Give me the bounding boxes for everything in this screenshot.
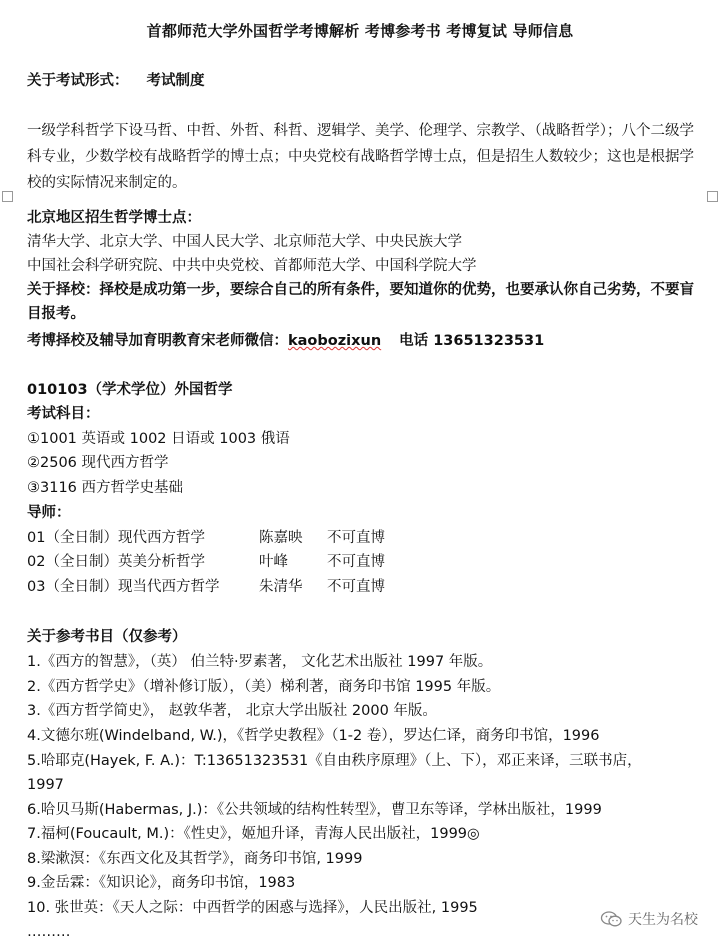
- right-margin-marker: [707, 191, 718, 202]
- advisor-name: 陈嘉映: [259, 530, 303, 546]
- beijing-line-1: 清华大学、北京大学、中国人民大学、北京师范大学、中央民族大学: [27, 234, 462, 250]
- book-item-continued: 1997: [27, 777, 64, 793]
- advisor-note: 不可直博: [327, 530, 385, 546]
- advisor-name: 朱清华: [259, 579, 303, 595]
- advisor-row: [27, 551, 385, 573]
- subject-item: ③3116 西方哲学史基础: [27, 480, 184, 496]
- contact-phone-label: 电话: [399, 333, 429, 349]
- advisor-row: [27, 527, 385, 549]
- school-choice-paragraph: [27, 278, 695, 326]
- book-item: 10. 张世英：《天人之际：中西哲学的困惑与选择》，人民出版社, 1995: [27, 900, 478, 916]
- advisors-label: 导师：: [27, 505, 71, 521]
- exam-form-line: [27, 70, 205, 92]
- book-item: 1.《西方的智慧》，（英） 伯兰特·罗素著， 文化艺术出版社 1997 年版。: [27, 654, 493, 670]
- contact-line: [27, 330, 544, 352]
- advisor-row: [27, 576, 385, 598]
- left-margin-marker: [2, 191, 13, 202]
- page-title: 首都师范大学外国哲学考博解析 考博参考书 考博复试 导师信息: [146, 22, 574, 40]
- advisor-direction: 01（全日制）现代西方哲学: [27, 530, 205, 546]
- advisor-direction: 03（全日制）现当代西方哲学: [27, 579, 220, 595]
- book-item: 2.《西方哲学史》（增补修订版），（美）梯利著，商务印书馆 1995 年版。: [27, 679, 501, 695]
- program-title: 010103（学术学位）外国哲学: [27, 382, 233, 398]
- advisor-name: 叶峰: [259, 554, 288, 570]
- beijing-line-2: 中国社会科学研究院、中共中央党校、首都师范大学、中国科学院大学: [27, 258, 477, 274]
- watermark-text: 天生为名校: [628, 912, 698, 928]
- intro-paragraph: 一级学科哲学下设马哲、中哲、外哲、科哲、逻辑学、美学、伦理学、宗教学、（战略哲学）；八个二级学科专业，少数学校有战略哲学的博士点；中央党校有战略哲学博士点，但是招生人数较少；这也是根据学校的实际情况来制定的。: [27, 123, 694, 191]
- beijing-heading: 北京地区招生哲学博士点：: [27, 210, 201, 226]
- contact-prefix: 考博择校及辅导加育明教育宋老师微信：: [27, 333, 288, 349]
- books-heading: 关于参考书目（仅参考）: [27, 629, 187, 645]
- contact-wechat: kaobozixun: [288, 333, 382, 349]
- subject-item: ②2506 现代西方哲学: [27, 455, 169, 471]
- book-item: 3.《西方哲学简史》， 赵敦华著， 北京大学出版社 2000 年版。: [27, 703, 437, 719]
- book-item: 7.福柯(Foucault, M.)：《性史》，姬旭升译，青海人民出版社，1999◎: [27, 826, 480, 842]
- advisor-direction: 02（全日制）英美分析哲学: [27, 554, 205, 570]
- advisor-note: 不可直博: [327, 554, 385, 570]
- book-item: 9.金岳霖：《知识论》，商务印书馆，1983: [27, 875, 296, 891]
- subjects-label: 考试科目：: [27, 406, 100, 422]
- book-ellipsis: ………: [27, 924, 71, 940]
- wechat-bubble-icon: [600, 910, 622, 928]
- book-item: 5.哈耶克(Hayek, F. A.)：T:13651323531《自由秩序原理》（上、下），邓正来译，三联书店，: [27, 753, 642, 769]
- school-choice-label: 关于择校：: [27, 282, 100, 298]
- subject-item: ①1001 英语或 1002 日语或 1003 俄语: [27, 431, 290, 447]
- exam-form-label: 关于考试形式：: [27, 73, 129, 89]
- contact-phone: 13651323531: [433, 333, 545, 349]
- exam-form-value: 考试制度: [146, 73, 205, 89]
- book-item: 8.梁漱溟：《东西文化及其哲学》，商务印书馆, 1999: [27, 851, 363, 867]
- book-item: 4.文德尔班(Windelband, W.)，《哲学史教程》（1-2 卷），罗达仁译，商务印书馆，1996: [27, 728, 600, 744]
- watermark: [600, 909, 698, 929]
- advisor-note: 不可直博: [327, 579, 385, 595]
- school-choice-text: 择校是成功第一步，要综合自己的所有条件，要知道你的优势，也要承认你自己劣势，不要盲目报考。: [27, 282, 694, 322]
- book-item: 6.哈贝马斯(Habermas, J.)：《公共领域的结构性转型》，曹卫东等译，学林出版社，1999: [27, 802, 602, 818]
